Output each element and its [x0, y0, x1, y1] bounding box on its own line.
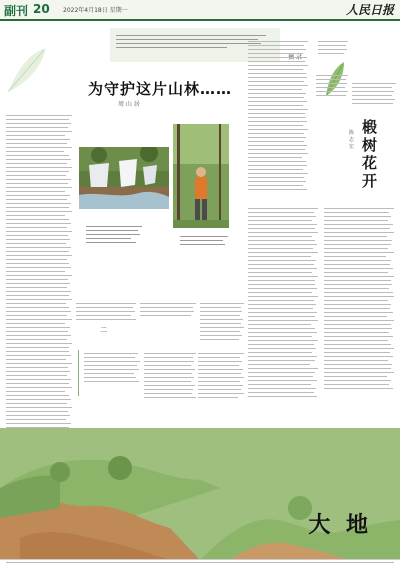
ranger-photo: [173, 124, 229, 228]
poem-lines: [316, 72, 348, 99]
poem-author: 陈 志 宏: [349, 130, 355, 150]
issue-date: 2022年4月18日 星期一: [63, 7, 128, 14]
column-logo: 大 地: [308, 512, 372, 538]
landscape-photo: [0, 428, 400, 560]
mid-column-e: [198, 350, 244, 401]
mid-column-a: [76, 300, 136, 323]
mid-column-c: [200, 300, 244, 343]
right-column-3: [352, 80, 396, 107]
masthead-rule: [0, 19, 400, 21]
caption-photo-1: [86, 223, 142, 246]
poem-title: 椴树花开: [362, 118, 378, 190]
mid-column-d: [144, 350, 196, 401]
article-byline: 周 山 居: [118, 101, 140, 108]
caption-photo-2: [180, 233, 228, 248]
right-lower-col-2: [324, 205, 394, 392]
masthead: [0, 0, 400, 20]
right-column-1: [248, 38, 308, 193]
page-number: 20: [33, 2, 50, 16]
waterfall-photo: [79, 147, 169, 209]
newspaper-logo: 人民日报: [345, 3, 394, 17]
poem-intro: [318, 38, 348, 57]
section-marker: 二: [100, 326, 107, 334]
article-headline: 为守护这片山林……: [88, 80, 233, 98]
section-name: 副刊: [4, 4, 29, 18]
mid-column-b: [140, 300, 196, 319]
leaf-decoration-icon: [6, 44, 66, 94]
right-lower-col-1: [248, 205, 318, 400]
quote-box: [78, 350, 141, 396]
page-footer: [0, 559, 400, 565]
left-column-text: [6, 112, 72, 451]
